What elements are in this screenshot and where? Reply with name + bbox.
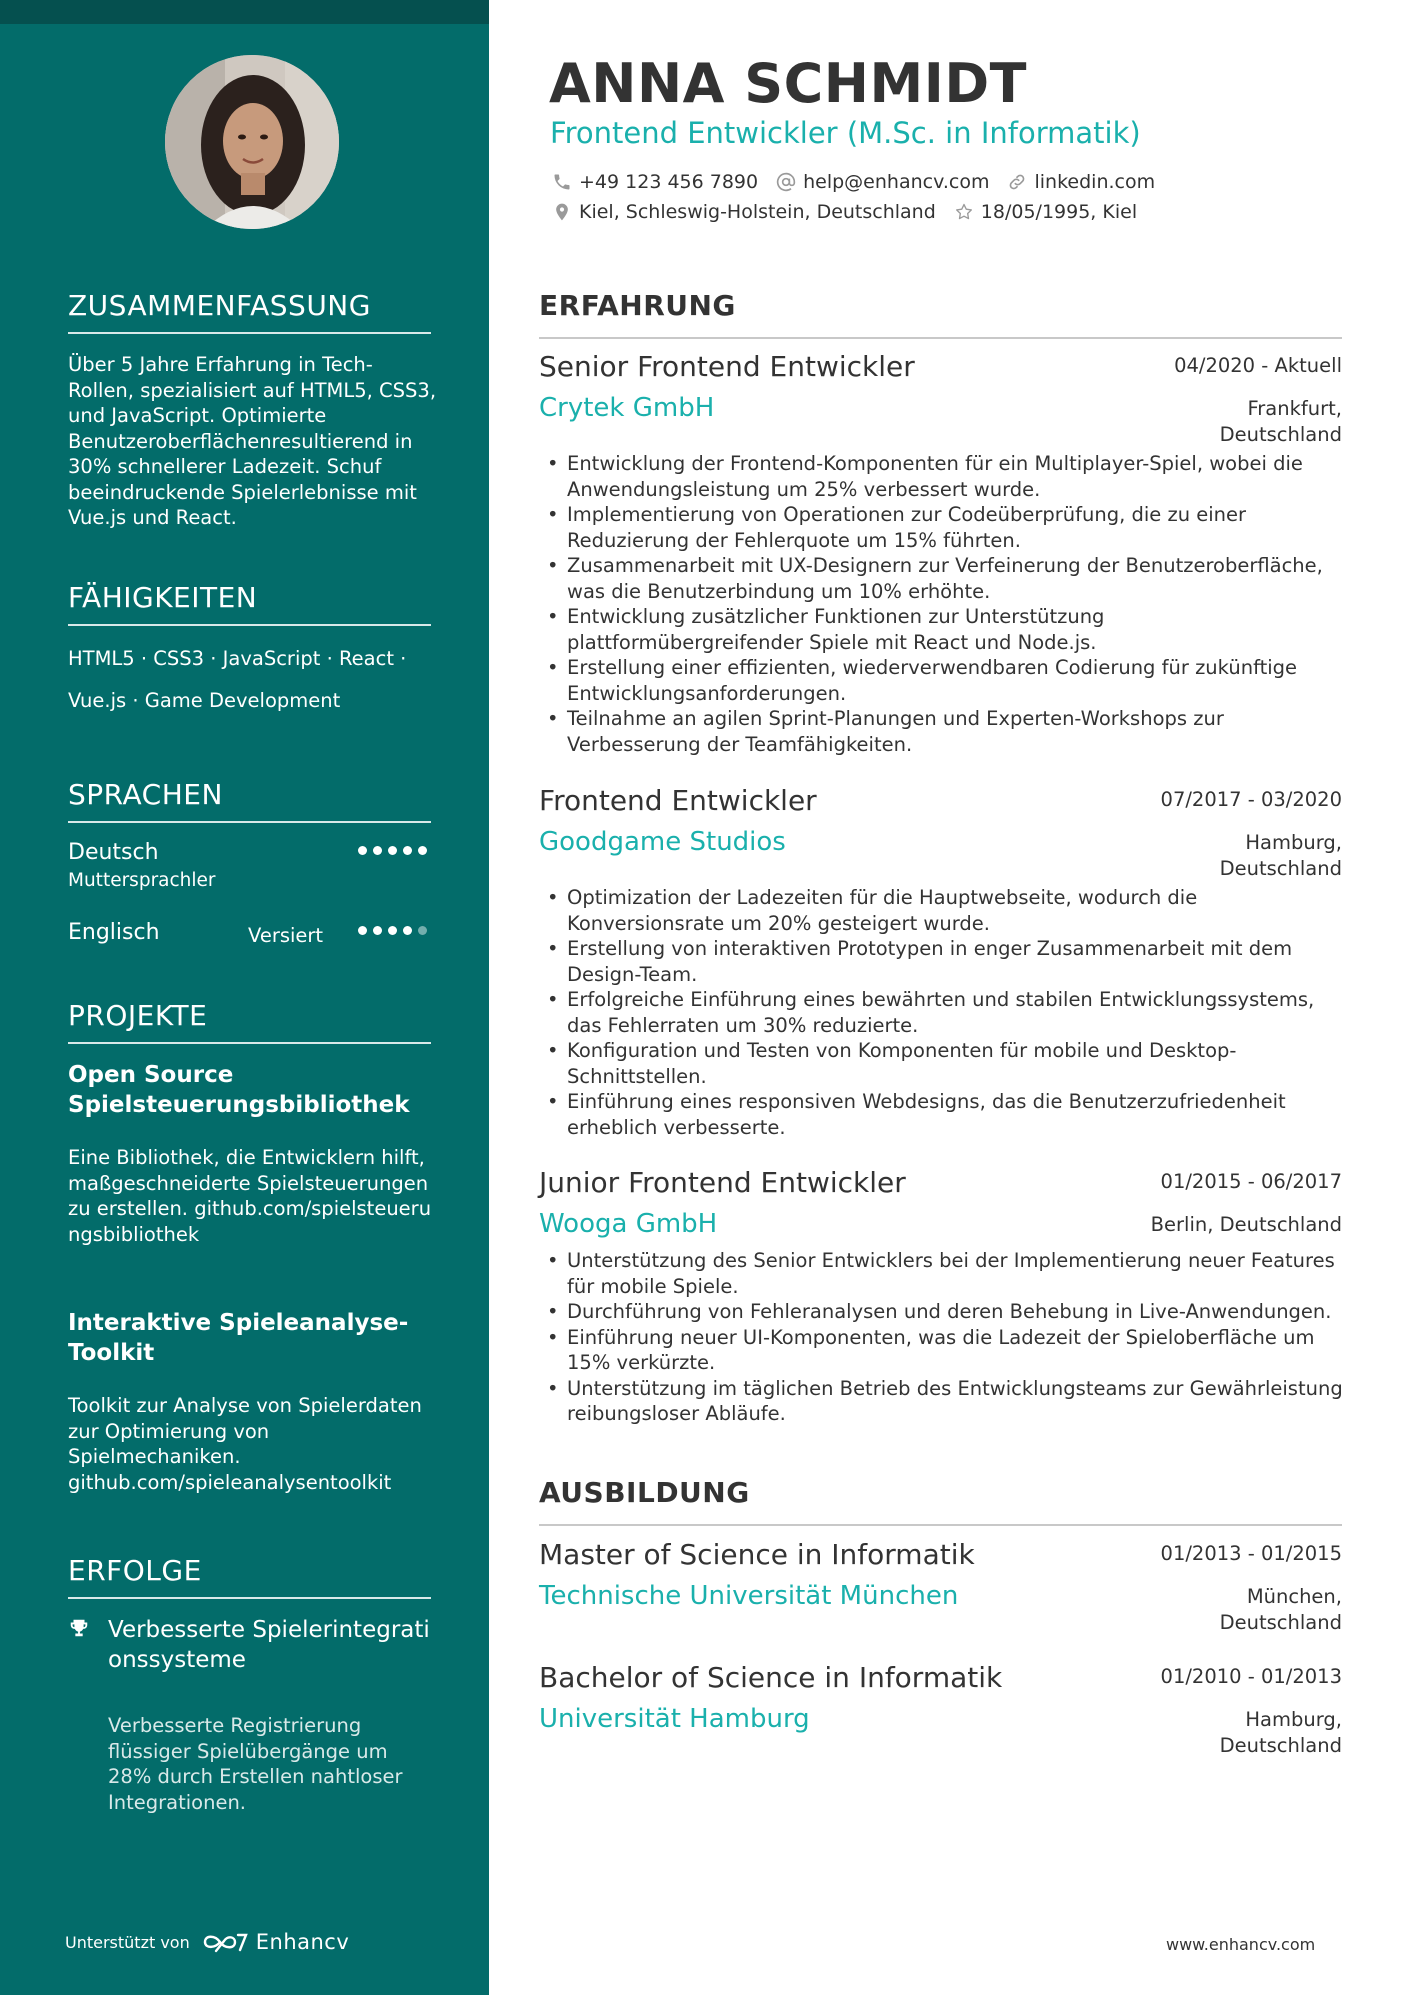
at-icon bbox=[776, 172, 796, 192]
achievement-description: Verbesserte Registrierung flüssiger Spielübergänge um 28% durch Erstellen nahtloser Integrationen. bbox=[108, 1714, 403, 1814]
job-bullet: • Teilnahme an agilen Sprint-Planungen und Experten-Workshops zur Verbesserung der Teamfähigkeiten. bbox=[543, 706, 1343, 757]
language-level: Muttersprachler bbox=[68, 870, 216, 891]
experience-heading: ERFAHRUNG bbox=[539, 289, 1342, 339]
project-title: Open Source Spielsteuerungsbibliothek bbox=[68, 1062, 410, 1118]
rating-dot bbox=[403, 846, 412, 855]
education-date: 01/2010 - 01/2013 bbox=[1160, 1665, 1342, 1688]
job-bullet: • Durchführung von Fehleranalysen und deren Behebung in Live-Anwendungen. bbox=[543, 1299, 1343, 1325]
education-date: 01/2013 - 01/2015 bbox=[1160, 1542, 1342, 1565]
job-bullet: • Unterstützung im täglichen Betrieb des Entwicklungsteams zur Gewährleistung reibungsloser Abläufe. bbox=[543, 1376, 1343, 1427]
rating-dot-empty bbox=[418, 926, 427, 935]
job-bullet: • Entwicklung zusätzlicher Funktionen zur Unterstützung plattformübergreifender Spiele mit React und Node.js. bbox=[543, 604, 1343, 655]
enhancv-logo bbox=[202, 1930, 350, 1954]
job-bullet: • Implementierung von Operationen zur Codeüberprüfung, die zu einer Reduzierung der Fehlerquote um 15% führten. bbox=[543, 502, 1343, 553]
job-bullet: • Optimization der Ladezeiten für die Hauptwebseite, wodurch die Konversionsrate um 20% gesteigert wurde. bbox=[543, 885, 1343, 936]
job-date: 07/2017 - 03/2020 bbox=[1160, 788, 1342, 811]
footer-url[interactable]: www.enhancv.com bbox=[1166, 1935, 1316, 1954]
contact-linkedin[interactable] bbox=[1007, 171, 1155, 193]
job-location: Berlin, Deutschland bbox=[1150, 1213, 1342, 1236]
rating-dot bbox=[388, 926, 397, 935]
contact-phone bbox=[552, 171, 758, 193]
job-bullet: • Einführung eines responsiven Webdesigns, das die Benutzerzufriedenheit erheblich verbesserte. bbox=[543, 1089, 1343, 1140]
job-bullet: • Erstellung einer effizienten, wiederverwendbaren Codierung für zukünftige Entwicklungsanforderungen. bbox=[543, 655, 1343, 706]
rating-dot bbox=[358, 846, 367, 855]
language-item bbox=[68, 840, 431, 896]
avatar-photo bbox=[165, 55, 339, 229]
summary-heading: ZUSAMMENFASSUNG bbox=[68, 289, 431, 334]
sidebar-top-bar bbox=[0, 0, 489, 24]
school-name: Technische Universität München bbox=[539, 1581, 959, 1611]
job-bullet: • Entwicklung der Frontend-Komponenten für ein Multiplayer-Spiel, wobei die Anwendungsleistung um 25% verbessert wurde. bbox=[543, 451, 1343, 502]
job-company: Wooga GmbH bbox=[539, 1209, 718, 1239]
job-bullet: • Einführung neuer UI-Komponenten, was die Ladezeit der Spieloberfläche um 15% verkürzte. bbox=[543, 1325, 1343, 1376]
contact-birth bbox=[954, 201, 1137, 223]
birth-text: 18/05/1995, Kiel bbox=[980, 201, 1138, 223]
project-title: Interaktive Spieleanalyse-Toolkit bbox=[68, 1310, 409, 1366]
job-bullets bbox=[543, 451, 1343, 757]
email-text: help@enhancv.com bbox=[803, 171, 990, 193]
job-location: Hamburg, Deutschland bbox=[1219, 831, 1342, 880]
degree-title: Bachelor of Science in Informatik bbox=[539, 1661, 1003, 1694]
job-bullet: • Erstellung von interaktiven Prototypen in enger Zusammenarbeit mit dem Design-Team. bbox=[543, 936, 1343, 987]
education-location: Hamburg, Deutschland bbox=[1219, 1708, 1342, 1757]
rating-dot bbox=[373, 926, 382, 935]
projects-heading: PROJEKTE bbox=[68, 999, 431, 1044]
job-company: Crytek GmbH bbox=[539, 393, 715, 423]
degree-title: Master of Science in Informatik bbox=[539, 1538, 975, 1571]
school-name: Universität Hamburg bbox=[539, 1704, 810, 1734]
language-name: Deutsch bbox=[68, 840, 159, 865]
achievements-heading: ERFOLGE bbox=[68, 1554, 431, 1599]
phone-icon bbox=[552, 172, 572, 192]
contact-location bbox=[552, 201, 936, 223]
language-item bbox=[68, 920, 431, 976]
link-icon bbox=[1007, 172, 1027, 192]
education-heading: AUSBILDUNG bbox=[539, 1476, 1342, 1526]
candidate-name: ANNA SCHMIDT bbox=[549, 52, 1027, 115]
job-bullets bbox=[543, 1248, 1343, 1427]
enhancv-logo-icon bbox=[202, 1931, 248, 1953]
job-bullets bbox=[543, 885, 1343, 1140]
language-rating bbox=[358, 926, 427, 935]
powered-by bbox=[65, 1930, 349, 1954]
job-company: Goodgame Studios bbox=[539, 827, 786, 857]
job-title: Frontend Entwickler bbox=[539, 784, 817, 817]
job-bullet: • Zusammenarbeit mit UX-Designern zur Verfeinerung der Benutzeroberfläche, was die Benutzerbindung um 10% erhöhte. bbox=[543, 553, 1343, 604]
job-bullet: • Konfiguration und Testen von Komponenten für mobile und Desktop-Schnittstellen. bbox=[543, 1038, 1343, 1089]
language-rating bbox=[358, 846, 427, 855]
powered-by-label: Unterstützt von bbox=[65, 1932, 190, 1952]
job-date: 04/2020 - Aktuell bbox=[1174, 354, 1342, 377]
rating-dot bbox=[358, 926, 367, 935]
rating-dot bbox=[373, 846, 382, 855]
language-name: Englisch bbox=[68, 920, 160, 945]
location-pin-icon bbox=[552, 202, 572, 222]
language-level: Versiert bbox=[248, 924, 324, 947]
job-bullet: • Unterstützung des Senior Entwicklers bei der Implementierung neuer Features für mobile Spiele. bbox=[543, 1248, 1343, 1299]
candidate-title: Frontend Entwickler (M.Sc. in Informatik) bbox=[550, 116, 1141, 150]
linkedin-text: linkedin.com bbox=[1034, 171, 1156, 193]
location-text: Kiel, Schleswig-Holstein, Deutschland bbox=[579, 201, 936, 223]
project-description: Toolkit zur Analyse von Spielerdaten zur Optimierung von Spielmechaniken. github.com/spieleanalysentoolkit bbox=[68, 1394, 422, 1494]
phone-text: +49 123 456 7890 bbox=[579, 171, 759, 193]
skills-line-2: Vue.js · Game Development bbox=[68, 689, 341, 712]
enhancv-brand-name: Enhancv bbox=[255, 1930, 350, 1954]
contact-row-2 bbox=[552, 201, 1137, 223]
rating-dot bbox=[418, 846, 427, 855]
job-bullet: • Erfolgreiche Einführung eines bewährten und stabilen Entwicklungssystems, das Fehlerraten um 30% reduzierte. bbox=[543, 987, 1343, 1038]
sidebar bbox=[0, 0, 489, 1995]
summary-text: Über 5 Jahre Erfahrung in Tech-Rollen, spezialisiert auf HTML5, CSS3, und JavaScript. Optimierte Benutzeroberflächenresultierend in 30% schnellerer Ladezeit. Schuf beeindruckende Spielerlebnisse mit Vue.js und React. bbox=[68, 353, 437, 529]
achievement-title: Verbesserte Spielerintegrationssysteme bbox=[108, 1617, 430, 1673]
job-location: Frankfurt, Deutschland bbox=[1219, 397, 1342, 446]
skills-line-1: HTML5 · CSS3 · JavaScript · React · bbox=[68, 647, 407, 670]
rating-dot bbox=[403, 926, 412, 935]
project-description: Eine Bibliothek, die Entwicklern hilft, maßgeschneiderte Spielsteuerungen zu erstellen. github.com/spielsteuerungsbibliothek bbox=[68, 1146, 432, 1246]
job-title: Senior Frontend Entwickler bbox=[539, 350, 915, 383]
education-location: München, Deutschland bbox=[1219, 1585, 1342, 1634]
job-title: Junior Frontend Entwickler bbox=[539, 1166, 906, 1199]
trophy-icon bbox=[68, 1617, 90, 1639]
job-date: 01/2015 - 06/2017 bbox=[1160, 1170, 1342, 1193]
avatar bbox=[165, 55, 339, 229]
skills-heading: FÄHIGKEITEN bbox=[68, 581, 431, 626]
contact-email[interactable] bbox=[776, 171, 989, 193]
languages-heading: SPRACHEN bbox=[68, 778, 431, 823]
contact-row-1 bbox=[552, 171, 1155, 193]
star-icon bbox=[954, 202, 974, 222]
rating-dot bbox=[388, 846, 397, 855]
skills-list bbox=[68, 638, 438, 722]
